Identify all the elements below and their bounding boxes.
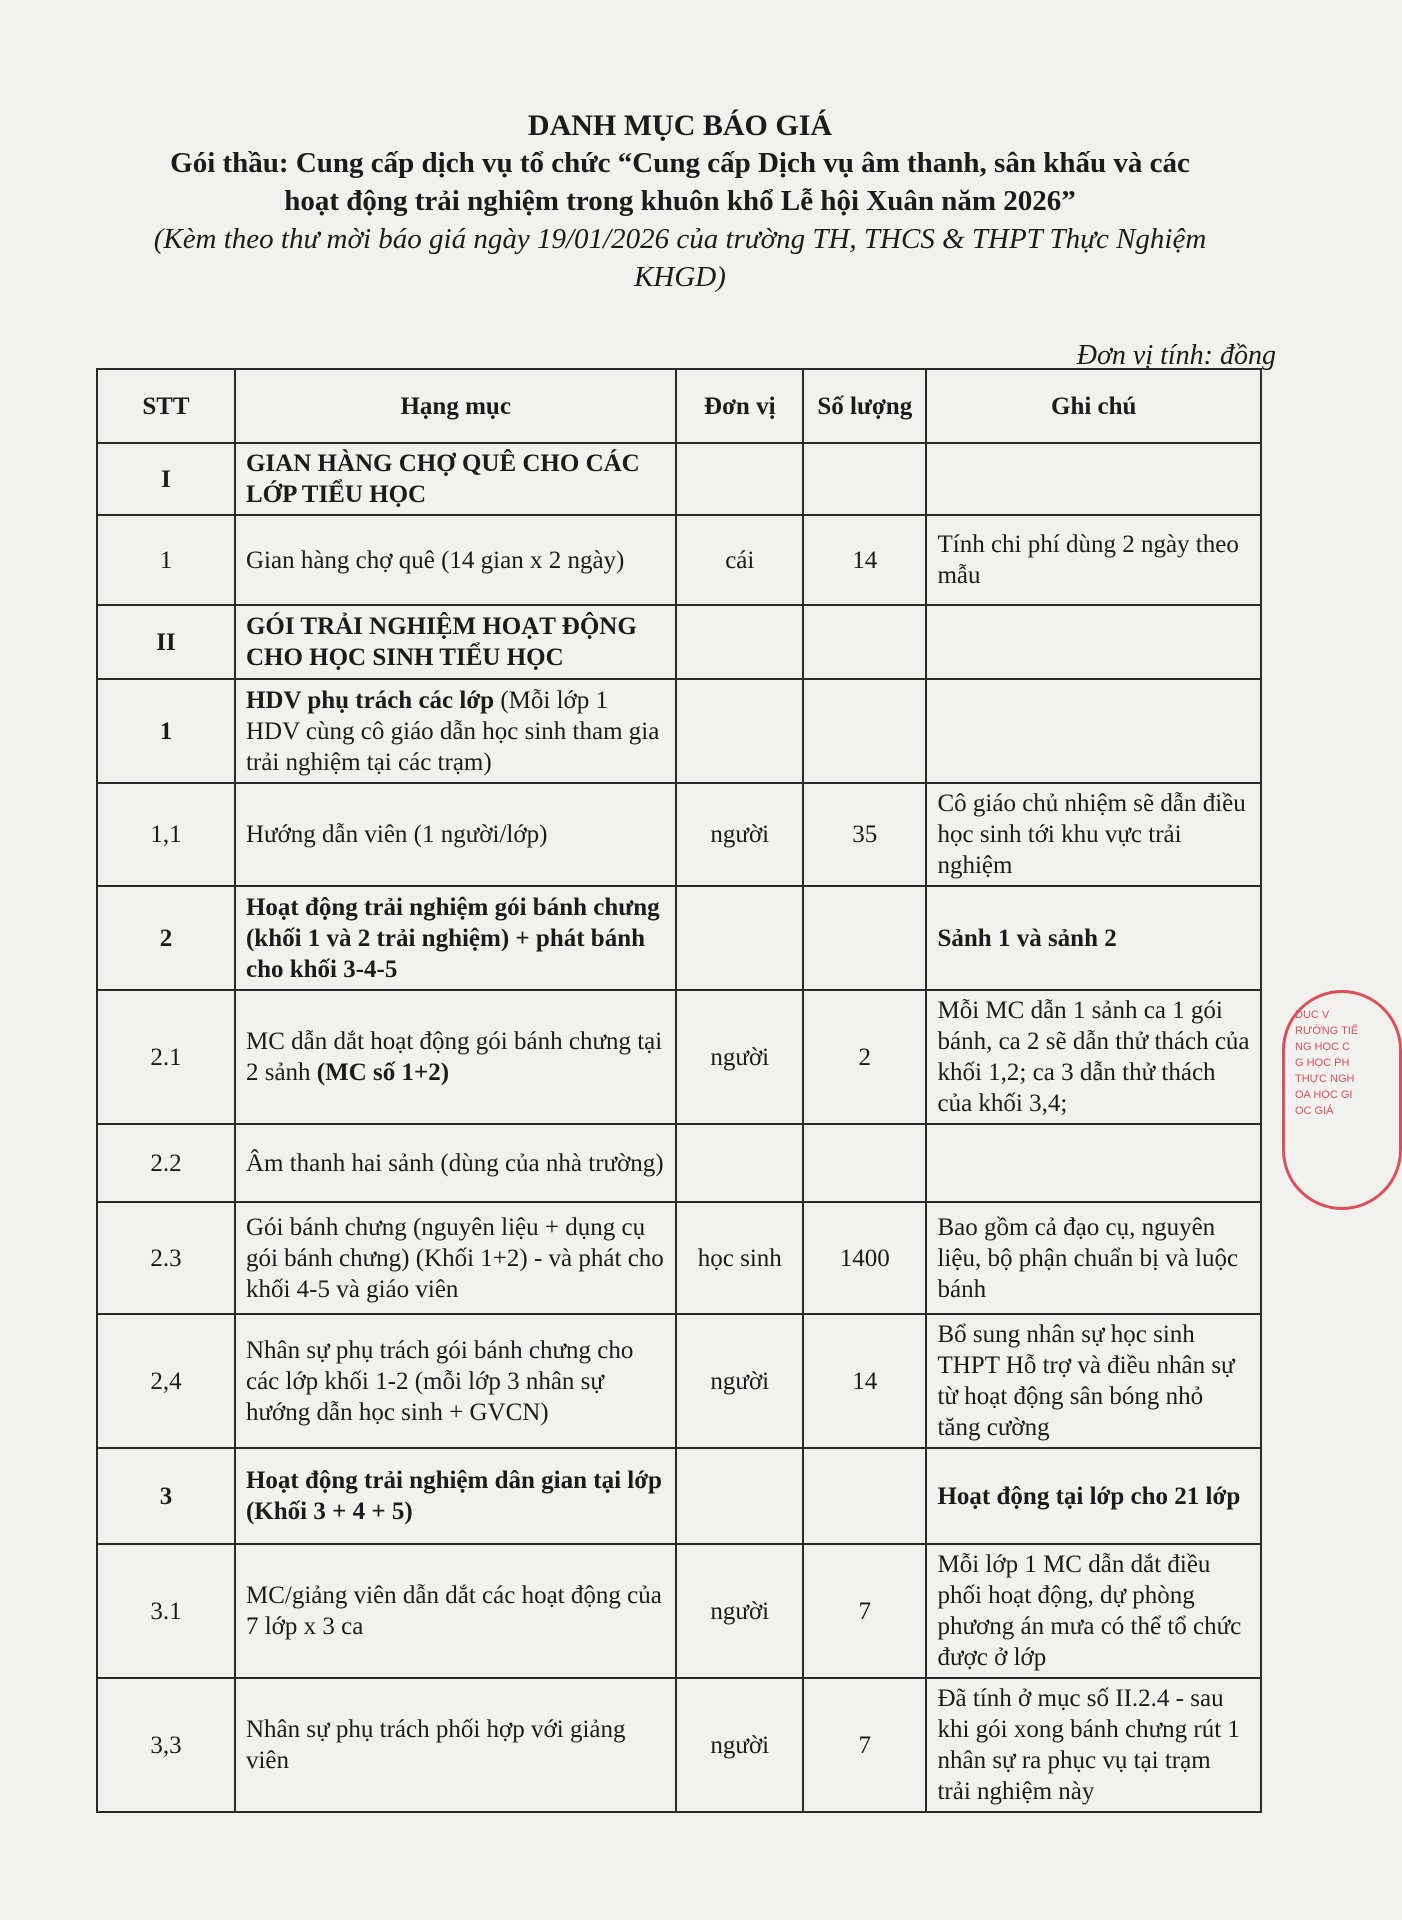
cell-unit: người (676, 1314, 803, 1448)
cell-stt: 3,3 (97, 1678, 235, 1812)
cell-quantity: 2 (803, 990, 926, 1124)
cell-item-text: (Mỗi lớp 1 HDV cùng cô giáo dẫn học sinh tham gia trải nghiệm tại các trạm) (245, 686, 660, 776)
cell-item: Hướng dẫn viên (1 người/lớp) (235, 783, 676, 886)
cell-quantity (803, 886, 926, 990)
cell-note: Cô giáo chủ nhiệm sẽ dẫn điều học sinh tới khu vực trải nghiệm (926, 783, 1261, 886)
stamp-text: OC GIÁ (1295, 1105, 1334, 1117)
cell-unit (676, 443, 803, 515)
cell-note: Mỗi MC dẫn 1 sảnh ca 1 gói bánh, ca 2 sẽ dẫn thử thách của khối 1,2; ca 3 dẫn thử thách của khối 3,4; (926, 990, 1261, 1124)
cell-quantity (803, 605, 926, 679)
cell-unit (676, 886, 803, 990)
table-row (97, 1314, 1261, 1448)
table-row (97, 605, 1261, 679)
cell-unit: cái (676, 515, 803, 605)
table-row (97, 1124, 1261, 1202)
table-row (97, 1544, 1261, 1678)
cell-note (926, 679, 1261, 783)
cell-stt: 1,1 (97, 783, 235, 886)
cell-unit: người (676, 990, 803, 1124)
table-header-row (97, 369, 1261, 443)
table-row (97, 783, 1261, 886)
official-seal-stamp (1282, 990, 1402, 1210)
table-row (97, 1448, 1261, 1544)
cell-item: GIAN HÀNG CHỢ QUÊ CHO CÁC LỚP TIỂU HỌC (235, 443, 676, 515)
stamp-text: THỰC NGH (1295, 1073, 1355, 1085)
header-note: Ghi chú (926, 369, 1261, 443)
cell-note (926, 1124, 1261, 1202)
cell-quantity: 14 (803, 515, 926, 605)
table-row (97, 679, 1261, 783)
cell-quantity (803, 679, 926, 783)
cell-item: Nhân sự phụ trách gói bánh chưng cho các lớp khối 1-2 (mỗi lớp 3 nhân sự hướng dẫn học sinh + GVCN) (235, 1314, 676, 1448)
cell-stt: 1 (97, 515, 235, 605)
cell-note (926, 605, 1261, 679)
table-row (97, 443, 1261, 515)
cell-item: Nhân sự phụ trách phối hợp với giảng viên (235, 1678, 676, 1812)
cell-item (235, 990, 676, 1124)
cell-quantity (803, 1448, 926, 1544)
cell-item (235, 679, 676, 783)
cell-note: Mỗi lớp 1 MC dẫn dắt điều phối hoạt động, dự phòng phương án mưa có thể tổ chức được ở lớp (926, 1544, 1261, 1678)
document-subtitle-line-2: hoạt động trải nghiệm trong khuôn khổ Lễ hội Xuân năm 2026” (284, 185, 1076, 217)
cell-note: Hoạt động tại lớp cho 21 lớp (926, 1448, 1261, 1544)
cell-item: Gói bánh chưng (nguyên liệu + dụng cụ gói bánh chưng) (Khối 1+2) - và phát cho khối 4-5 và giáo viên (235, 1202, 676, 1314)
cell-unit (676, 605, 803, 679)
stamp-text: OA HỌC GI (1295, 1089, 1353, 1101)
stamp-text: NG HỌC C (1295, 1041, 1350, 1053)
header-item: Hạng mục (235, 369, 676, 443)
table-row (97, 886, 1261, 990)
currency-unit-label: Đơn vị tính: đồng (1076, 340, 1276, 371)
cell-quantity: 7 (803, 1544, 926, 1678)
cell-stt: 3 (97, 1448, 235, 1544)
cell-item: GÓI TRẢI NGHIỆM HOẠT ĐỘNG CHO HỌC SINH TIỂU HỌC (235, 605, 676, 679)
cell-stt: 2 (97, 886, 235, 990)
quotation-table (96, 368, 1262, 1813)
table-row (97, 1678, 1261, 1812)
cell-quantity (803, 1124, 926, 1202)
cell-stt: 2.3 (97, 1202, 235, 1314)
cell-note (926, 443, 1261, 515)
document-note-line-2: KHGD) (634, 261, 726, 293)
stamp-text: DỤC V (1295, 1009, 1330, 1021)
cell-note: Bổ sung nhân sự học sinh THPT Hỗ trợ và điều nhân sự từ hoạt động sân bóng nhỏ tăng cường (926, 1314, 1261, 1448)
cell-stt: II (97, 605, 235, 679)
cell-item: MC/giảng viên dẫn dắt các hoạt động của 7 lớp x 3 ca (235, 1544, 676, 1678)
cell-stt: 2.2 (97, 1124, 235, 1202)
cell-note: Bao gồm cả đạo cụ, nguyên liệu, bộ phận chuẩn bị và luộc bánh (926, 1202, 1261, 1314)
header-quantity: Số lượng (803, 369, 926, 443)
table-row (97, 515, 1261, 605)
cell-quantity: 1400 (803, 1202, 926, 1314)
cell-unit (676, 1124, 803, 1202)
cell-item: Hoạt động trải nghiệm gói bánh chưng (khối 1 và 2 trải nghiệm) + phát bánh cho khối 3-4-5 (235, 886, 676, 990)
cell-unit: người (676, 783, 803, 886)
header-unit: Đơn vị (676, 369, 803, 443)
document-subtitle-line-1: Gói thầu: Cung cấp dịch vụ tổ chức “Cung cấp Dịch vụ âm thanh, sân khấu và các (170, 147, 1190, 179)
cell-note: Đã tính ở mục số II.2.4 - sau khi gói xong bánh chưng rút 1 nhân sự ra phục vụ tại trạm trải nghiệm này (926, 1678, 1261, 1812)
cell-item-bold: HDV phụ trách các lớp (245, 686, 495, 714)
table-row (97, 1202, 1261, 1314)
cell-unit (676, 1448, 803, 1544)
cell-unit: người (676, 1678, 803, 1812)
cell-note: Sảnh 1 và sảnh 2 (926, 886, 1261, 990)
cell-item: Hoạt động trải nghiệm dân gian tại lớp (Khối 3 + 4 + 5) (235, 1448, 676, 1544)
cell-item-bold: (MC số 1+2) (316, 1059, 450, 1086)
cell-item-text: MC dẫn dắt hoạt động gói bánh chưng tại 2 sảnh (245, 1028, 663, 1086)
header-stt: STT (97, 369, 235, 443)
document-header (80, 108, 1280, 296)
cell-item: Âm thanh hai sảnh (dùng của nhà trường) (235, 1124, 676, 1202)
cell-stt: I (97, 443, 235, 515)
cell-unit (676, 679, 803, 783)
cell-stt: 1 (97, 679, 235, 783)
cell-item: Gian hàng chợ quê (14 gian x 2 ngày) (235, 515, 676, 605)
table-row (97, 990, 1261, 1124)
stamp-text: G HỌC PH (1295, 1057, 1350, 1069)
cell-unit: học sinh (676, 1202, 803, 1314)
cell-stt: 2.1 (97, 990, 235, 1124)
cell-quantity: 7 (803, 1678, 926, 1812)
document-note-line-1: (Kèm theo thư mời báo giá ngày 19/01/2026 của trường TH, THCS & THPT Thực Nghiệm (153, 223, 1207, 255)
cell-note: Tính chi phí dùng 2 ngày theo mẫu (926, 515, 1261, 605)
cell-stt: 3.1 (97, 1544, 235, 1678)
stamp-text: RƯỜNG TIỂ (1295, 1025, 1359, 1037)
cell-stt: 2,4 (97, 1314, 235, 1448)
document-title: DANH MỤC BÁO GIÁ (527, 109, 833, 142)
cell-quantity (803, 443, 926, 515)
cell-unit: người (676, 1544, 803, 1678)
cell-quantity: 14 (803, 1314, 926, 1448)
cell-quantity: 35 (803, 783, 926, 886)
